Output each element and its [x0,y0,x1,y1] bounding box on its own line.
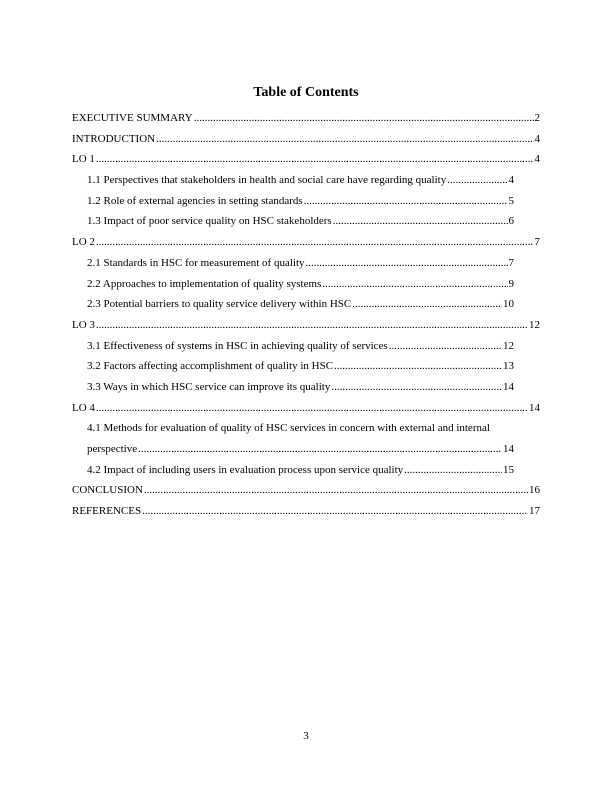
dot-leader [334,360,502,373]
toc-entry-label: 4.1 Methods for evaluation of quality of HSC services in concern with external and internal [87,422,490,435]
toc-entry-page: 14 [529,401,540,414]
toc-entry-page: 5 [508,194,514,207]
toc-entry-page: 14 [503,443,514,455]
toc-entry-page: 6 [508,215,514,228]
toc-entry-page: 9 [508,277,514,290]
toc-entry-3-2[interactable] [72,360,514,373]
toc-entry-label: LO 3 [72,318,95,331]
dot-leader [333,215,508,228]
toc-entry-page: 16 [529,484,540,497]
dot-leader [404,464,502,477]
toc-entry-1-2[interactable] [72,195,514,208]
toc-entry-introduction[interactable] [72,133,540,146]
toc-entry-label: EXECUTIVE SUMMARY [72,112,193,124]
toc-entry-page: 7 [508,256,514,269]
toc-entry-2-2[interactable] [72,278,514,291]
toc-entry-page: 4 [508,174,514,187]
dot-leader [322,278,507,291]
toc-entry-page: 4 [534,132,540,145]
toc-entry-3-1[interactable] [72,340,514,353]
dot-leader [96,236,534,249]
toc-entry-label: LO 4 [72,401,95,414]
toc-entry-page: 7 [534,236,540,249]
dot-leader [194,112,534,125]
toc-entry-1-1[interactable] [72,174,514,187]
toc-entry-references[interactable] [72,505,540,518]
toc-entry-1-3[interactable] [72,215,514,228]
toc-entry-lo4[interactable] [72,402,540,415]
toc-entry-label: LO 2 [72,236,95,249]
toc-entry-label: 2.1 Standards in HSC for measurement of quality [87,256,305,269]
toc-entry-2-1[interactable] [72,257,514,270]
toc-entry-label-continued: perspective [87,443,138,455]
dot-leader [389,340,502,353]
dot-leader [331,381,502,394]
toc-entry-page: 10 [503,298,514,311]
toc-entry-page: 12 [529,318,540,331]
toc-title: Table of Contents [253,85,359,100]
toc-entry-3-3[interactable] [72,381,514,394]
dot-leader [96,402,528,415]
toc-entry-continuation [87,443,514,456]
toc-entry-page: 13 [503,360,514,373]
toc-entry-label: 4.2 Impact of including users in evaluation process upon service quality [87,463,404,476]
toc-entry-lo3[interactable] [72,319,540,332]
dot-leader [96,319,528,332]
toc-entry-label: LO 1 [72,153,95,166]
toc-entry-label: 2.3 Potential barriers to quality service delivery within HSC [87,298,352,311]
dot-leader [304,195,508,208]
toc-entry-label: INTRODUCTION [72,132,156,145]
dot-leader [138,443,502,456]
toc-entry-conclusion[interactable] [72,484,540,497]
toc-entry-label: REFERENCES [72,505,142,518]
toc-entry-page: 4 [534,153,540,166]
table-of-contents [72,112,540,526]
toc-entry-label: 3.3 Ways in which HSC service can improve its quality [87,380,331,393]
toc-entry-page: 15 [503,463,514,476]
toc-entry-2-3[interactable] [72,298,514,311]
dot-leader [96,153,534,166]
toc-entry-lo1[interactable] [72,153,540,166]
dot-leader [352,298,502,311]
page-number: 3 [303,730,309,742]
dot-leader [447,174,507,187]
toc-entry-label: 1.1 Perspectives that stakeholders in health and social care have regarding quality [87,174,447,187]
dot-leader [144,484,528,497]
toc-entry-page: 12 [503,339,514,352]
toc-entry-label: CONCLUSION [72,484,143,497]
dot-leader [306,257,508,270]
toc-entry-page: 14 [503,380,514,393]
toc-entry-label: 3.2 Factors affecting accomplishment of quality in HSC [87,360,334,373]
toc-entry-label: 2.2 Approaches to implementation of quality systems [87,277,322,290]
toc-entry-page: 2 [534,112,540,124]
toc-entry-4-2[interactable] [72,464,514,477]
toc-entry-label: 3.1 Effectiveness of systems in HSC in achieving quality of services [87,339,388,352]
dot-leader [142,505,528,518]
toc-entry-lo2[interactable] [72,236,540,249]
toc-entry-label: 1.3 Impact of poor service quality on HSC stakeholders [87,215,332,228]
toc-entry-label: 1.2 Role of external agencies in setting standards [87,194,303,207]
toc-entry-executive-summary[interactable] [72,112,540,125]
dot-leader [156,133,533,146]
toc-entry-page: 17 [529,505,540,518]
toc-entry-4-1[interactable] [72,422,540,456]
